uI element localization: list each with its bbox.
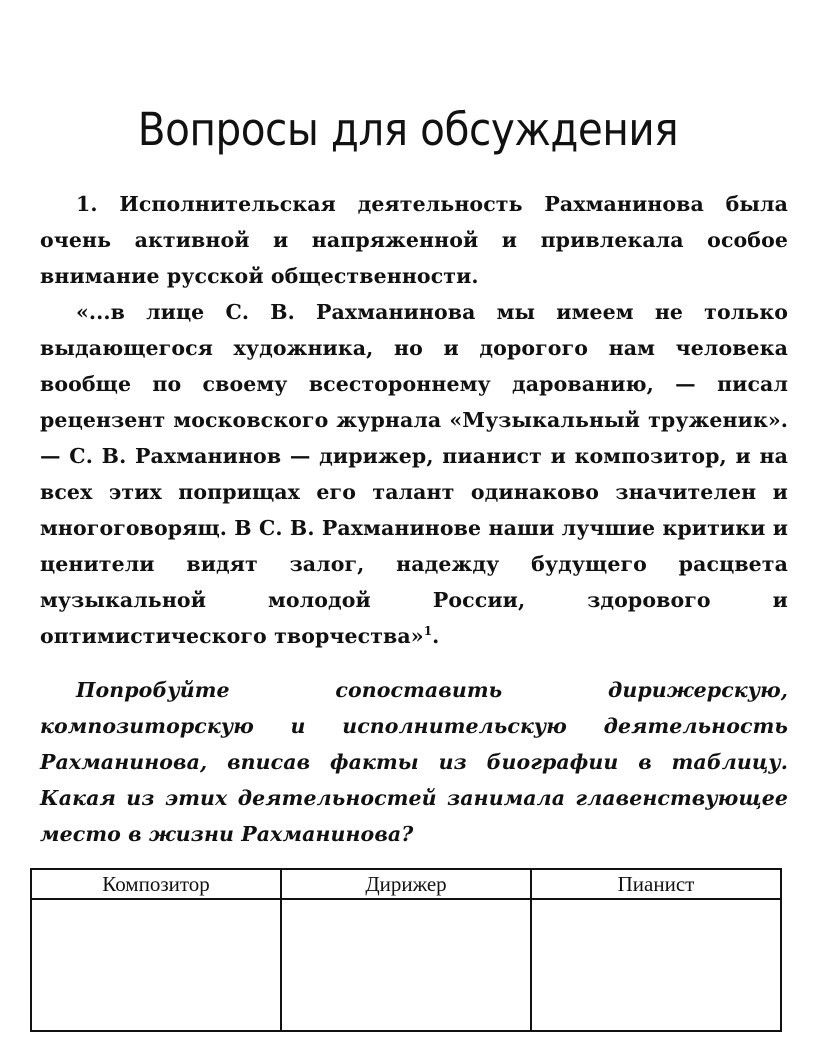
- table-cell-composer[interactable]: [32, 900, 282, 1030]
- table-header-pianist: Пианист: [532, 870, 780, 900]
- quote-text: «...в лице С. В. Рахманинова мы имеем не только выдающегося художника, но и дорогого нам человека вообще по своему всестороннему дарованию, — писал рецензент московского журнала «Музыкальный труженик». — С. В. Рахманинов — дирижер, пианист и композитор, и на всех этих поприщах его талант одинаково значителен и многоговорящ. В С. В. Рахманинове наши лучшие критики и ценители видят залог, надежду будущего расцвета музыкальной молодой России, здорового и оптимистического творчества»: [40, 300, 788, 648]
- question-intro-text: Исполнительская деятельность Рахманинова была очень активной и напряженной и привлекала особое внимание русской общественности.: [40, 192, 788, 288]
- table-cell-conductor[interactable]: [282, 900, 532, 1030]
- quote-block: [40, 294, 788, 654]
- table-cell-pianist[interactable]: [532, 900, 780, 1030]
- question-intro: [40, 186, 788, 294]
- page-title: Вопросы для обсуждения: [137, 103, 679, 156]
- table-header-composer: Композитор: [32, 870, 282, 900]
- comparison-table: [30, 868, 782, 1032]
- task-block: [40, 672, 788, 852]
- question-intro-block: [40, 186, 788, 294]
- task-text: Попробуйте сопоставить дирижерскую, композиторскую и исполнительскую деятельность Рахманинова, вписав факты из биографии в таблицу. Какая из этих деятельностей занимала главенствующее место в жизни Рахманинова?: [40, 678, 788, 846]
- quote-end: .: [432, 624, 440, 648]
- table-header-conductor: Дирижер: [282, 870, 532, 900]
- footnote-mark: 1: [423, 624, 433, 639]
- quote-paragraph: [40, 294, 788, 654]
- question-number: 1.: [76, 192, 98, 216]
